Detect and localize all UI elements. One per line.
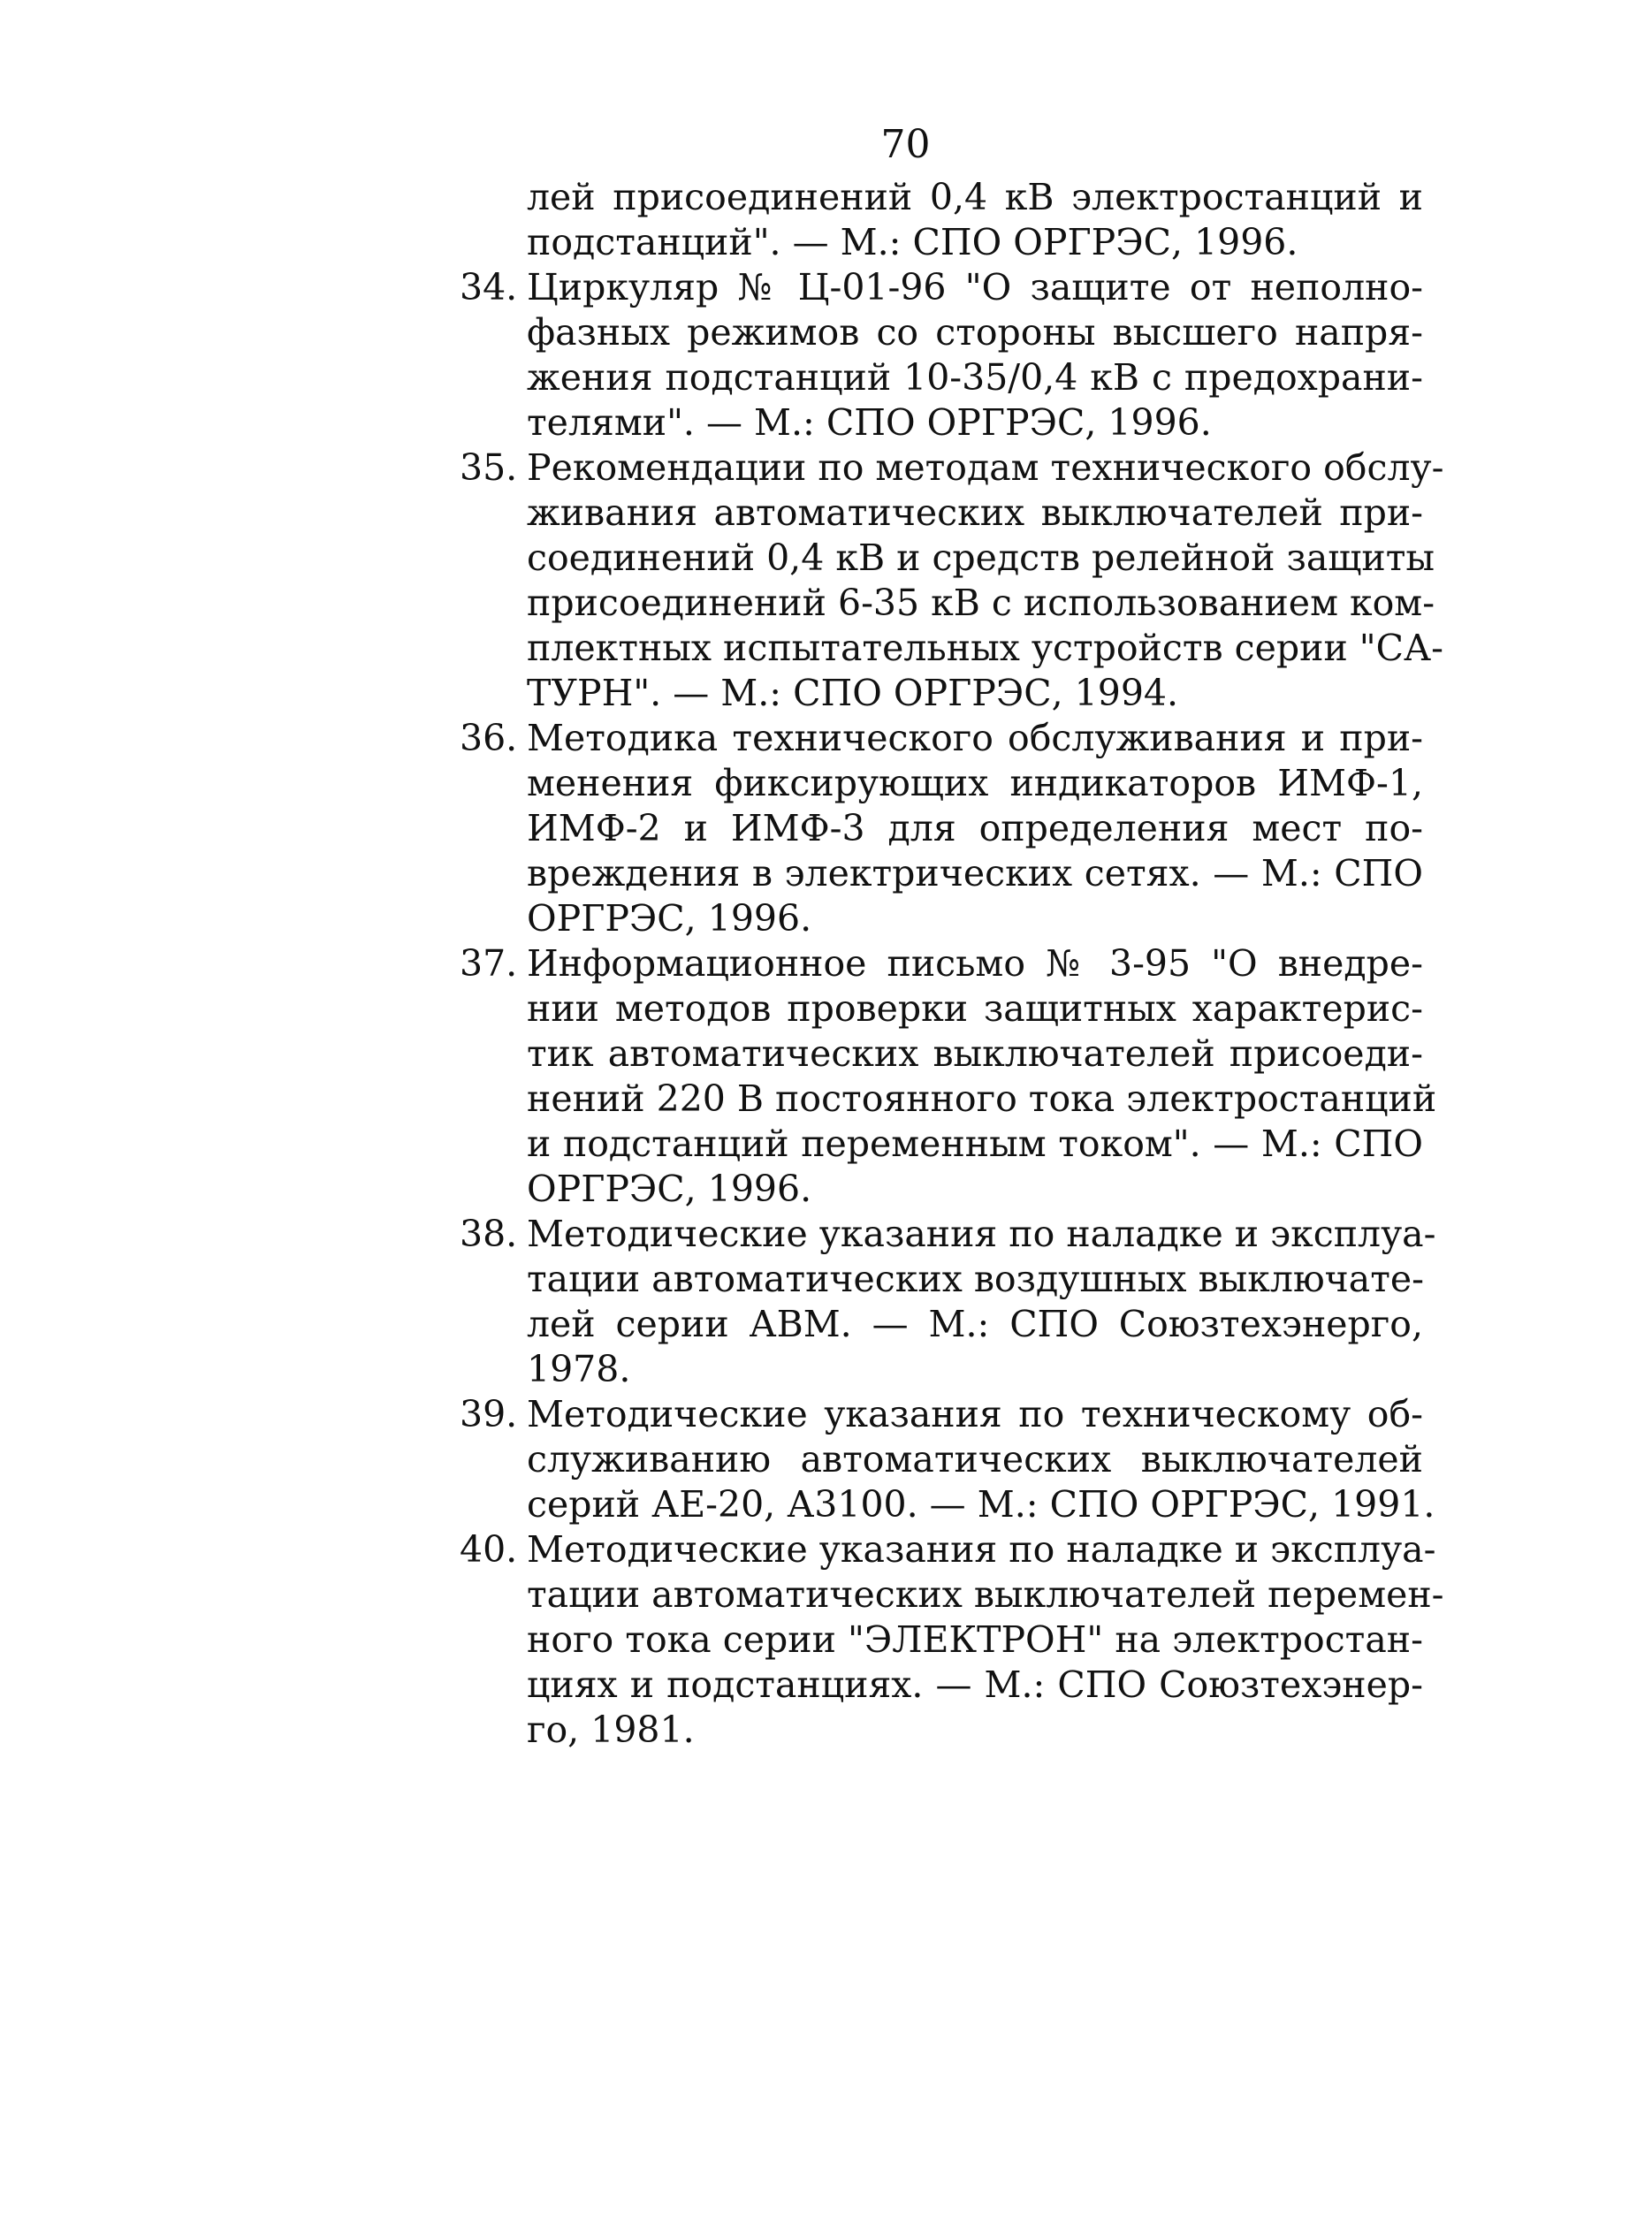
reference-entry	[460, 445, 1444, 716]
reference-line: подстанций". — М.: СПО ОРГРЭС, 1996.	[527, 221, 1298, 263]
reference-line: серий АЕ-20, А3100. — М.: СПО ОРГРЭС, 1991.	[527, 1483, 1435, 1526]
reference-entry	[460, 1212, 1436, 1392]
reference-line: тации автоматических воздушных выключате-	[527, 1258, 1425, 1300]
reference-line: нии методов проверки защитных характерис-	[527, 987, 1423, 1030]
reference-line: Методические указания по техническому об-	[527, 1393, 1423, 1435]
reference-line: ИМФ-2 и ИМФ-3 для определения мест по-	[527, 807, 1423, 849]
reference-entry	[460, 265, 1423, 445]
reference-line: вреждения в электрических сетях. — М.: СПО	[527, 852, 1423, 894]
reference-line: присоединений 6-35 кВ с использованием ком-	[527, 582, 1435, 624]
reference-line: го, 1981.	[527, 1709, 695, 1751]
reference-entry	[460, 941, 1437, 1212]
reference-line: менения фиксирующих индикаторов ИМФ-1,	[527, 762, 1423, 804]
reference-list	[460, 175, 1444, 1753]
reference-line: нений 220 В постоянного тока электростанций	[527, 1077, 1437, 1120]
reference-line: соединений 0,4 кВ и средств релейной защиты	[527, 537, 1435, 579]
page-number: 70	[880, 122, 931, 167]
reference-continuation	[460, 175, 1423, 265]
reference-number: 36.	[460, 717, 518, 759]
reference-line: лей присоединений 0,4 кВ электростанций и	[527, 176, 1423, 218]
reference-line: Методические указания по наладке и эксплуа-	[527, 1213, 1436, 1255]
reference-number: 40.	[460, 1528, 518, 1571]
reference-line: ОРГРЭС, 1996.	[527, 1168, 812, 1210]
reference-number: 35.	[460, 446, 518, 489]
reference-number: 39.	[460, 1393, 518, 1435]
reference-line: ОРГРЭС, 1996.	[527, 897, 812, 940]
reference-line: жения подстанций 10-35/0,4 кВ с предохрани-	[527, 356, 1423, 399]
reference-line: тик автоматических выключателей присоеди-	[527, 1032, 1423, 1075]
reference-number: 34.	[460, 266, 518, 308]
reference-line: Методика технического обслуживания и при-	[527, 717, 1423, 759]
reference-line: ТУРН". — М.: СПО ОРГРЭС, 1994.	[527, 672, 1179, 714]
reference-entry	[460, 716, 1423, 941]
reference-line: плектных испытательных устройств серии "СА-	[527, 627, 1443, 669]
reference-line: тации автоматических выключателей перемен-	[527, 1573, 1444, 1616]
reference-number: 38.	[460, 1213, 518, 1255]
reference-line: Методические указания по наладке и эксплуа-	[527, 1528, 1436, 1571]
reference-line: живания автоматических выключателей при-	[527, 491, 1423, 534]
reference-line: лей серии АВМ. — М.: СПО Союзтехэнерго,	[527, 1303, 1423, 1345]
reference-line: служиванию автоматических выключателей	[527, 1438, 1423, 1480]
reference-line: Информационное письмо № 3-95 "О внедре-	[527, 942, 1423, 985]
reference-entry	[460, 1527, 1444, 1753]
reference-line: ного тока серии "ЭЛЕКТРОН" на электростан-	[527, 1618, 1423, 1661]
reference-number: 37.	[460, 942, 518, 985]
reference-line: телями". — М.: СПО ОРГРЭС, 1996.	[527, 401, 1212, 444]
reference-line: Рекомендации по методам технического обслу-	[527, 446, 1444, 489]
reference-line: циях и подстанциях. — М.: СПО Союзтехэнер-	[527, 1663, 1423, 1706]
reference-line: фазных режимов со стороны высшего напря-	[527, 311, 1423, 354]
reference-line: 1978.	[527, 1348, 631, 1390]
reference-line: Циркуляр № Ц-01-96 "О защите от неполно-	[527, 266, 1423, 308]
reference-entry	[460, 1392, 1435, 1527]
reference-line: и подстанций переменным током". — М.: СПО	[527, 1123, 1423, 1165]
